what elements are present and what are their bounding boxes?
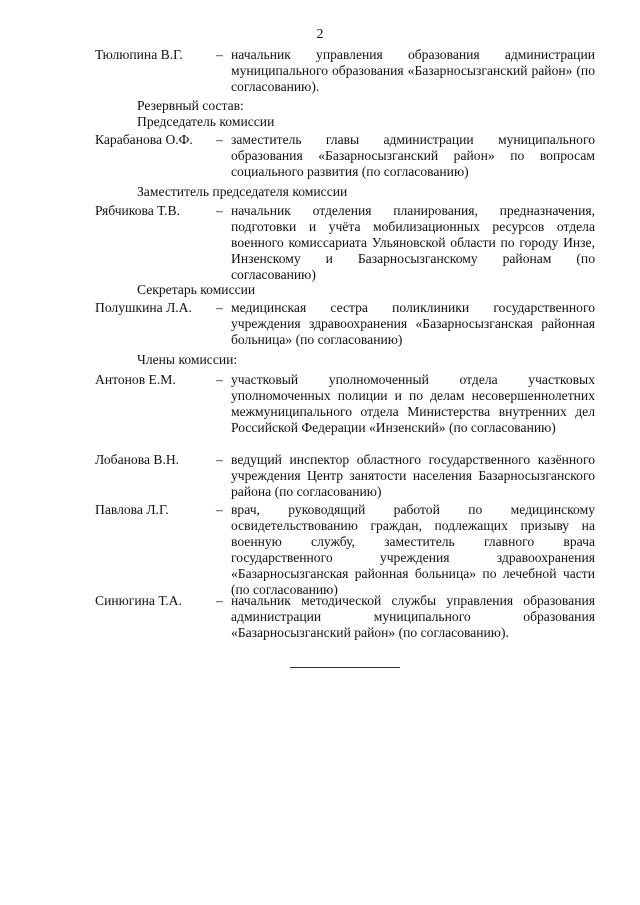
deputy-heading: Заместитель председателя комиссии (137, 184, 348, 199)
entry-name: Павлова Л.Г. (95, 502, 169, 517)
entry-dash: – (216, 502, 223, 517)
entry-dash: – (216, 372, 223, 387)
entry-description: медицинская сестра поликлиники государственного учреждения здравоохранения «Базарносызганская районная больница» (по согласованию) (231, 300, 595, 347)
entry-member (95, 372, 595, 436)
entry-tyulyupina (95, 47, 595, 95)
entry-dash: – (216, 452, 223, 467)
entry-description: начальник отделения планирования, предназначения, подготовки и учёта мобилизационных ресурсов отдела военного комиссариата Ульяновской области по городу Инзе, Инзенскому и Базарносызганскому районам (по согласованию) (231, 203, 595, 282)
entry-description: участковый уполномоченный отдела участковых уполномоченных полиции и по делам несовершеннолетних межмуниципального отдела Министерства внутренних дел Российской Федерации «Инзенский» (по согласованию) (231, 372, 595, 435)
entry-description: ведущий инспектор областного государственного казённого учреждения Центр занятости населения Базарносызганского района (по согласованию) (231, 452, 595, 499)
entry-deputy (95, 203, 595, 283)
entry-name: Карабанова О.Ф. (95, 132, 193, 147)
entry-chair (95, 132, 595, 180)
closing-line (290, 667, 400, 668)
entry-description: начальник методической службы управления образования администрации муниципального образования «Базарносызганский район» (по согласованию). (231, 593, 595, 640)
secretary-heading: Секретарь комиссии (137, 282, 256, 297)
entry-name: Лобанова В.Н. (95, 452, 180, 467)
entry-dash: – (216, 203, 223, 218)
page-number: 2 (316, 27, 324, 42)
reserve-heading: Резервный состав: (137, 98, 244, 113)
entry-dash: – (216, 593, 223, 608)
entry-member (95, 502, 595, 598)
entry-name: Синюгина Т.А. (95, 593, 182, 608)
entry-description: врач, руководящий работой по медицинскому освидетельствованию граждан, подлежащих призыву на военную службу, заместитель главного врача государственного учреждения здравоохранения «Базарносызганская районная больница» по лечебной части (по согласованию) (231, 502, 595, 597)
entry-member (95, 593, 595, 641)
entry-dash: – (216, 47, 223, 62)
entry-name: Тюлюпина В.Г. (95, 47, 183, 62)
members-heading: Члены комиссии: (137, 352, 238, 367)
entry-secretary (95, 300, 595, 348)
entry-description: заместитель главы администрации муниципального образования «Базарносызганский район» по вопросам социального развития (по согласованию) (231, 132, 595, 179)
entry-member (95, 452, 595, 500)
entry-name: Антонов Е.М. (95, 372, 176, 387)
entry-name: Рябчикова Т.В. (95, 203, 180, 218)
entry-dash: – (216, 300, 223, 315)
chair-heading: Председатель комиссии (137, 114, 275, 129)
entry-dash: – (216, 132, 223, 147)
entry-name: Полушкина Л.А. (95, 300, 192, 315)
entry-description: начальник управления образования администрации муниципального образования «Базарносызганский район» (по согласованию). (231, 47, 595, 94)
